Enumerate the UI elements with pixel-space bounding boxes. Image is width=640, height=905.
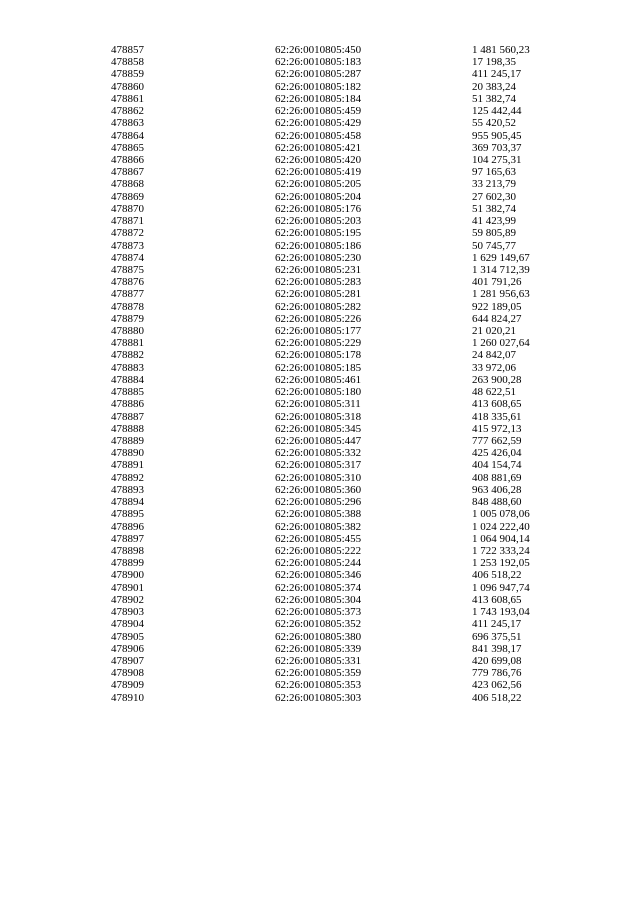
table-row <box>0 386 640 398</box>
cadastral-value: 406 518,22 <box>472 569 522 582</box>
table-row <box>0 117 640 129</box>
cadastral-value-table <box>0 44 640 704</box>
row-number: 478891 <box>111 459 144 472</box>
row-number: 478901 <box>111 581 144 594</box>
cadastral-number: 62:26:0010805:318 <box>275 410 362 423</box>
row-number: 478858 <box>111 56 144 69</box>
row-number: 478860 <box>111 80 144 93</box>
cadastral-value: 413 608,65 <box>472 593 522 606</box>
table-row <box>0 203 640 215</box>
table-row <box>0 423 640 435</box>
cadastral-number: 62:26:0010805:231 <box>275 263 362 276</box>
table-row <box>0 533 640 545</box>
cadastral-number: 62:26:0010805:345 <box>275 422 362 435</box>
cadastral-value: 1 629 149,67 <box>472 251 530 264</box>
row-number: 478880 <box>111 325 144 338</box>
table-row <box>0 435 640 447</box>
cadastral-number: 62:26:0010805:186 <box>275 239 362 252</box>
row-number: 478876 <box>111 276 144 289</box>
cadastral-value: 779 786,76 <box>472 667 522 680</box>
table-row <box>0 313 640 325</box>
row-number: 478873 <box>111 239 144 252</box>
cadastral-value: 50 745,77 <box>472 239 516 252</box>
cadastral-number: 62:26:0010805:296 <box>275 496 362 509</box>
row-number: 478871 <box>111 215 144 228</box>
cadastral-value: 17 198,35 <box>472 56 516 69</box>
cadastral-number: 62:26:0010805:281 <box>275 288 362 301</box>
table-row <box>0 655 640 667</box>
cadastral-value: 125 442,44 <box>472 105 522 118</box>
table-row <box>0 56 640 68</box>
table-row <box>0 692 640 704</box>
cadastral-number: 62:26:0010805:447 <box>275 435 362 447</box>
row-number: 478875 <box>111 263 144 276</box>
cadastral-value: 263 900,28 <box>472 373 522 386</box>
cadastral-value: 413 608,65 <box>472 398 522 411</box>
table-row <box>0 631 640 643</box>
cadastral-value: 27 602,30 <box>472 190 516 203</box>
row-number: 478896 <box>111 520 144 533</box>
table-row <box>0 667 640 679</box>
table-row <box>0 398 640 410</box>
table-row <box>0 93 640 105</box>
table-row <box>0 154 640 166</box>
cadastral-number: 62:26:0010805:230 <box>275 251 362 264</box>
cadastral-number: 62:26:0010805:331 <box>275 654 362 667</box>
row-number: 478904 <box>111 618 144 631</box>
cadastral-value: 97 165,63 <box>472 166 516 179</box>
cadastral-value: 51 382,74 <box>472 92 516 105</box>
table-row <box>0 252 640 264</box>
table-row <box>0 105 640 117</box>
cadastral-value: 777 662,59 <box>472 435 522 447</box>
cadastral-value: 401 791,26 <box>472 276 522 289</box>
row-number: 478881 <box>111 337 144 350</box>
row-number: 478869 <box>111 190 144 203</box>
cadastral-value: 369 703,37 <box>472 141 522 154</box>
cadastral-value: 33 213,79 <box>472 178 516 191</box>
cadastral-number: 62:26:0010805:185 <box>275 361 362 374</box>
cadastral-value: 1 314 712,39 <box>472 263 530 276</box>
cadastral-value: 848 488,60 <box>472 496 522 509</box>
cadastral-value: 41 423,99 <box>472 215 516 228</box>
cadastral-value: 411 245,17 <box>472 618 522 631</box>
table-row <box>0 215 640 227</box>
row-number: 478883 <box>111 361 144 374</box>
cadastral-number: 62:26:0010805:374 <box>275 581 362 594</box>
cadastral-number: 62:26:0010805:352 <box>275 618 362 631</box>
row-number: 478872 <box>111 227 144 240</box>
table-row <box>0 472 640 484</box>
table-row <box>0 288 640 300</box>
table-row <box>0 166 640 178</box>
row-number: 478900 <box>111 569 144 582</box>
cadastral-value: 1 743 193,04 <box>472 606 530 619</box>
row-number: 478888 <box>111 422 144 435</box>
cadastral-value: 1 096 947,74 <box>472 581 530 594</box>
cadastral-value: 20 383,24 <box>472 80 516 93</box>
cadastral-number: 62:26:0010805:339 <box>275 642 362 655</box>
cadastral-number: 62:26:0010805:421 <box>275 141 362 154</box>
row-number: 478865 <box>111 141 144 154</box>
cadastral-number: 62:26:0010805:244 <box>275 557 362 570</box>
row-number: 478890 <box>111 447 144 460</box>
table-row <box>0 374 640 386</box>
table-row <box>0 130 640 142</box>
table-row <box>0 618 640 630</box>
cadastral-number: 62:26:0010805:419 <box>275 166 362 179</box>
row-number: 478889 <box>111 435 144 447</box>
cadastral-number: 62:26:0010805:455 <box>275 532 362 545</box>
row-number: 478894 <box>111 496 144 509</box>
row-number: 478868 <box>111 178 144 191</box>
table-row <box>0 81 640 93</box>
cadastral-number: 62:26:0010805:204 <box>275 190 362 203</box>
cadastral-number: 62:26:0010805:311 <box>275 398 361 411</box>
cadastral-number: 62:26:0010805:226 <box>275 312 362 325</box>
cadastral-number: 62:26:0010805:184 <box>275 92 362 105</box>
table-row <box>0 362 640 374</box>
cadastral-number: 62:26:0010805:458 <box>275 129 362 142</box>
row-number: 478886 <box>111 398 144 411</box>
cadastral-number: 62:26:0010805:459 <box>275 105 362 118</box>
table-row <box>0 557 640 569</box>
row-number: 478878 <box>111 300 144 313</box>
cadastral-number: 62:26:0010805:461 <box>275 373 362 386</box>
cadastral-number: 62:26:0010805:317 <box>275 459 362 472</box>
table-row <box>0 325 640 337</box>
cadastral-value: 24 842,07 <box>472 349 516 362</box>
cadastral-number: 62:26:0010805:182 <box>275 80 362 93</box>
cadastral-number: 62:26:0010805:178 <box>275 349 362 362</box>
cadastral-value: 33 972,06 <box>472 361 516 374</box>
cadastral-number: 62:26:0010805:373 <box>275 606 362 619</box>
cadastral-value: 1 253 192,05 <box>472 557 530 570</box>
row-number: 478870 <box>111 202 144 215</box>
row-number: 478905 <box>111 630 144 643</box>
cadastral-number: 62:26:0010805:222 <box>275 544 362 557</box>
cadastral-value: 1 064 904,14 <box>472 532 530 545</box>
cadastral-number: 62:26:0010805:380 <box>275 630 362 643</box>
row-number: 478857 <box>111 44 144 56</box>
row-number: 478863 <box>111 117 144 130</box>
table-row <box>0 545 640 557</box>
cadastral-number: 62:26:0010805:195 <box>275 227 362 240</box>
cadastral-value: 48 622,51 <box>472 386 516 399</box>
cadastral-number: 62:26:0010805:283 <box>275 276 362 289</box>
row-number: 478899 <box>111 557 144 570</box>
cadastral-number: 62:26:0010805:332 <box>275 447 362 460</box>
cadastral-number: 62:26:0010805:183 <box>275 56 362 69</box>
row-number: 478862 <box>111 105 144 118</box>
row-number: 478859 <box>111 68 144 81</box>
row-number: 478864 <box>111 129 144 142</box>
row-number: 478906 <box>111 642 144 655</box>
row-number: 478907 <box>111 654 144 667</box>
table-row <box>0 264 640 276</box>
cadastral-value: 415 972,13 <box>472 422 522 435</box>
table-row <box>0 594 640 606</box>
cadastral-value: 1 005 078,06 <box>472 508 530 521</box>
cadastral-number: 62:26:0010805:287 <box>275 68 362 81</box>
cadastral-number: 62:26:0010805:346 <box>275 569 362 582</box>
row-number: 478887 <box>111 410 144 423</box>
row-number: 478909 <box>111 679 144 692</box>
cadastral-value: 922 189,05 <box>472 300 522 313</box>
table-row <box>0 44 640 56</box>
cadastral-value: 59 805,89 <box>472 227 516 240</box>
cadastral-number: 62:26:0010805:388 <box>275 508 362 521</box>
row-number: 478895 <box>111 508 144 521</box>
cadastral-number: 62:26:0010805:177 <box>275 325 362 338</box>
cadastral-value: 696 375,51 <box>472 630 522 643</box>
cadastral-value: 1 481 560,23 <box>472 44 530 56</box>
table-row <box>0 276 640 288</box>
row-number: 478910 <box>111 691 144 704</box>
row-number: 478908 <box>111 667 144 680</box>
cadastral-value: 104 275,31 <box>472 153 522 166</box>
cadastral-number: 62:26:0010805:176 <box>275 202 362 215</box>
cadastral-value: 1 024 222,40 <box>472 520 530 533</box>
table-row <box>0 447 640 459</box>
cadastral-number: 62:26:0010805:359 <box>275 667 362 680</box>
table-row <box>0 679 640 691</box>
row-number: 478897 <box>111 532 144 545</box>
cadastral-value: 21 020,21 <box>472 325 516 338</box>
row-number: 478884 <box>111 373 144 386</box>
cadastral-value: 1 722 333,24 <box>472 544 530 557</box>
table-row <box>0 569 640 581</box>
cadastral-value: 1 281 956,63 <box>472 288 530 301</box>
table-row <box>0 301 640 313</box>
table-row <box>0 240 640 252</box>
table-row <box>0 142 640 154</box>
table-row <box>0 508 640 520</box>
cadastral-value: 408 881,69 <box>472 471 522 484</box>
row-number: 478898 <box>111 544 144 557</box>
cadastral-value: 1 260 027,64 <box>472 337 530 350</box>
table-row <box>0 191 640 203</box>
cadastral-value: 841 398,17 <box>472 642 522 655</box>
row-number: 478867 <box>111 166 144 179</box>
cadastral-number: 62:26:0010805:360 <box>275 483 362 496</box>
cadastral-number: 62:26:0010805:420 <box>275 153 362 166</box>
cadastral-value: 420 699,08 <box>472 654 522 667</box>
cadastral-value: 51 382,74 <box>472 202 516 215</box>
row-number: 478893 <box>111 483 144 496</box>
cadastral-number: 62:26:0010805:205 <box>275 178 362 191</box>
row-number: 478903 <box>111 606 144 619</box>
table-row <box>0 411 640 423</box>
table-row <box>0 178 640 190</box>
table-row <box>0 496 640 508</box>
table-row <box>0 349 640 361</box>
cadastral-number: 62:26:0010805:180 <box>275 386 362 399</box>
table-row <box>0 521 640 533</box>
row-number: 478879 <box>111 312 144 325</box>
cadastral-value: 404 154,74 <box>472 459 522 472</box>
cadastral-value: 411 245,17 <box>472 68 522 81</box>
table-row <box>0 459 640 471</box>
cadastral-value: 963 406,28 <box>472 483 522 496</box>
table-row <box>0 227 640 239</box>
cadastral-number: 62:26:0010805:304 <box>275 593 362 606</box>
row-number: 478877 <box>111 288 144 301</box>
row-number: 478866 <box>111 153 144 166</box>
cadastral-value: 644 824,27 <box>472 312 522 325</box>
cadastral-value: 423 062,56 <box>472 679 522 692</box>
cadastral-number: 62:26:0010805:282 <box>275 300 362 313</box>
cadastral-number: 62:26:0010805:382 <box>275 520 362 533</box>
row-number: 478885 <box>111 386 144 399</box>
cadastral-number: 62:26:0010805:303 <box>275 691 362 704</box>
row-number: 478892 <box>111 471 144 484</box>
table-row <box>0 484 640 496</box>
row-number: 478902 <box>111 593 144 606</box>
table-row <box>0 606 640 618</box>
cadastral-value: 955 905,45 <box>472 129 522 142</box>
table-row <box>0 68 640 80</box>
row-number: 478874 <box>111 251 144 264</box>
cadastral-number: 62:26:0010805:450 <box>275 44 362 56</box>
row-number: 478882 <box>111 349 144 362</box>
cadastral-value: 55 420,52 <box>472 117 516 130</box>
cadastral-value: 418 335,61 <box>472 410 522 423</box>
cadastral-number: 62:26:0010805:429 <box>275 117 362 130</box>
cadastral-number: 62:26:0010805:229 <box>275 337 362 350</box>
table-row <box>0 337 640 349</box>
cadastral-number: 62:26:0010805:310 <box>275 471 362 484</box>
cadastral-number: 62:26:0010805:203 <box>275 215 362 228</box>
row-number: 478861 <box>111 92 144 105</box>
cadastral-value: 425 426,04 <box>472 447 522 460</box>
table-row <box>0 643 640 655</box>
cadastral-value: 406 518,22 <box>472 691 522 704</box>
cadastral-number: 62:26:0010805:353 <box>275 679 362 692</box>
table-row <box>0 582 640 594</box>
